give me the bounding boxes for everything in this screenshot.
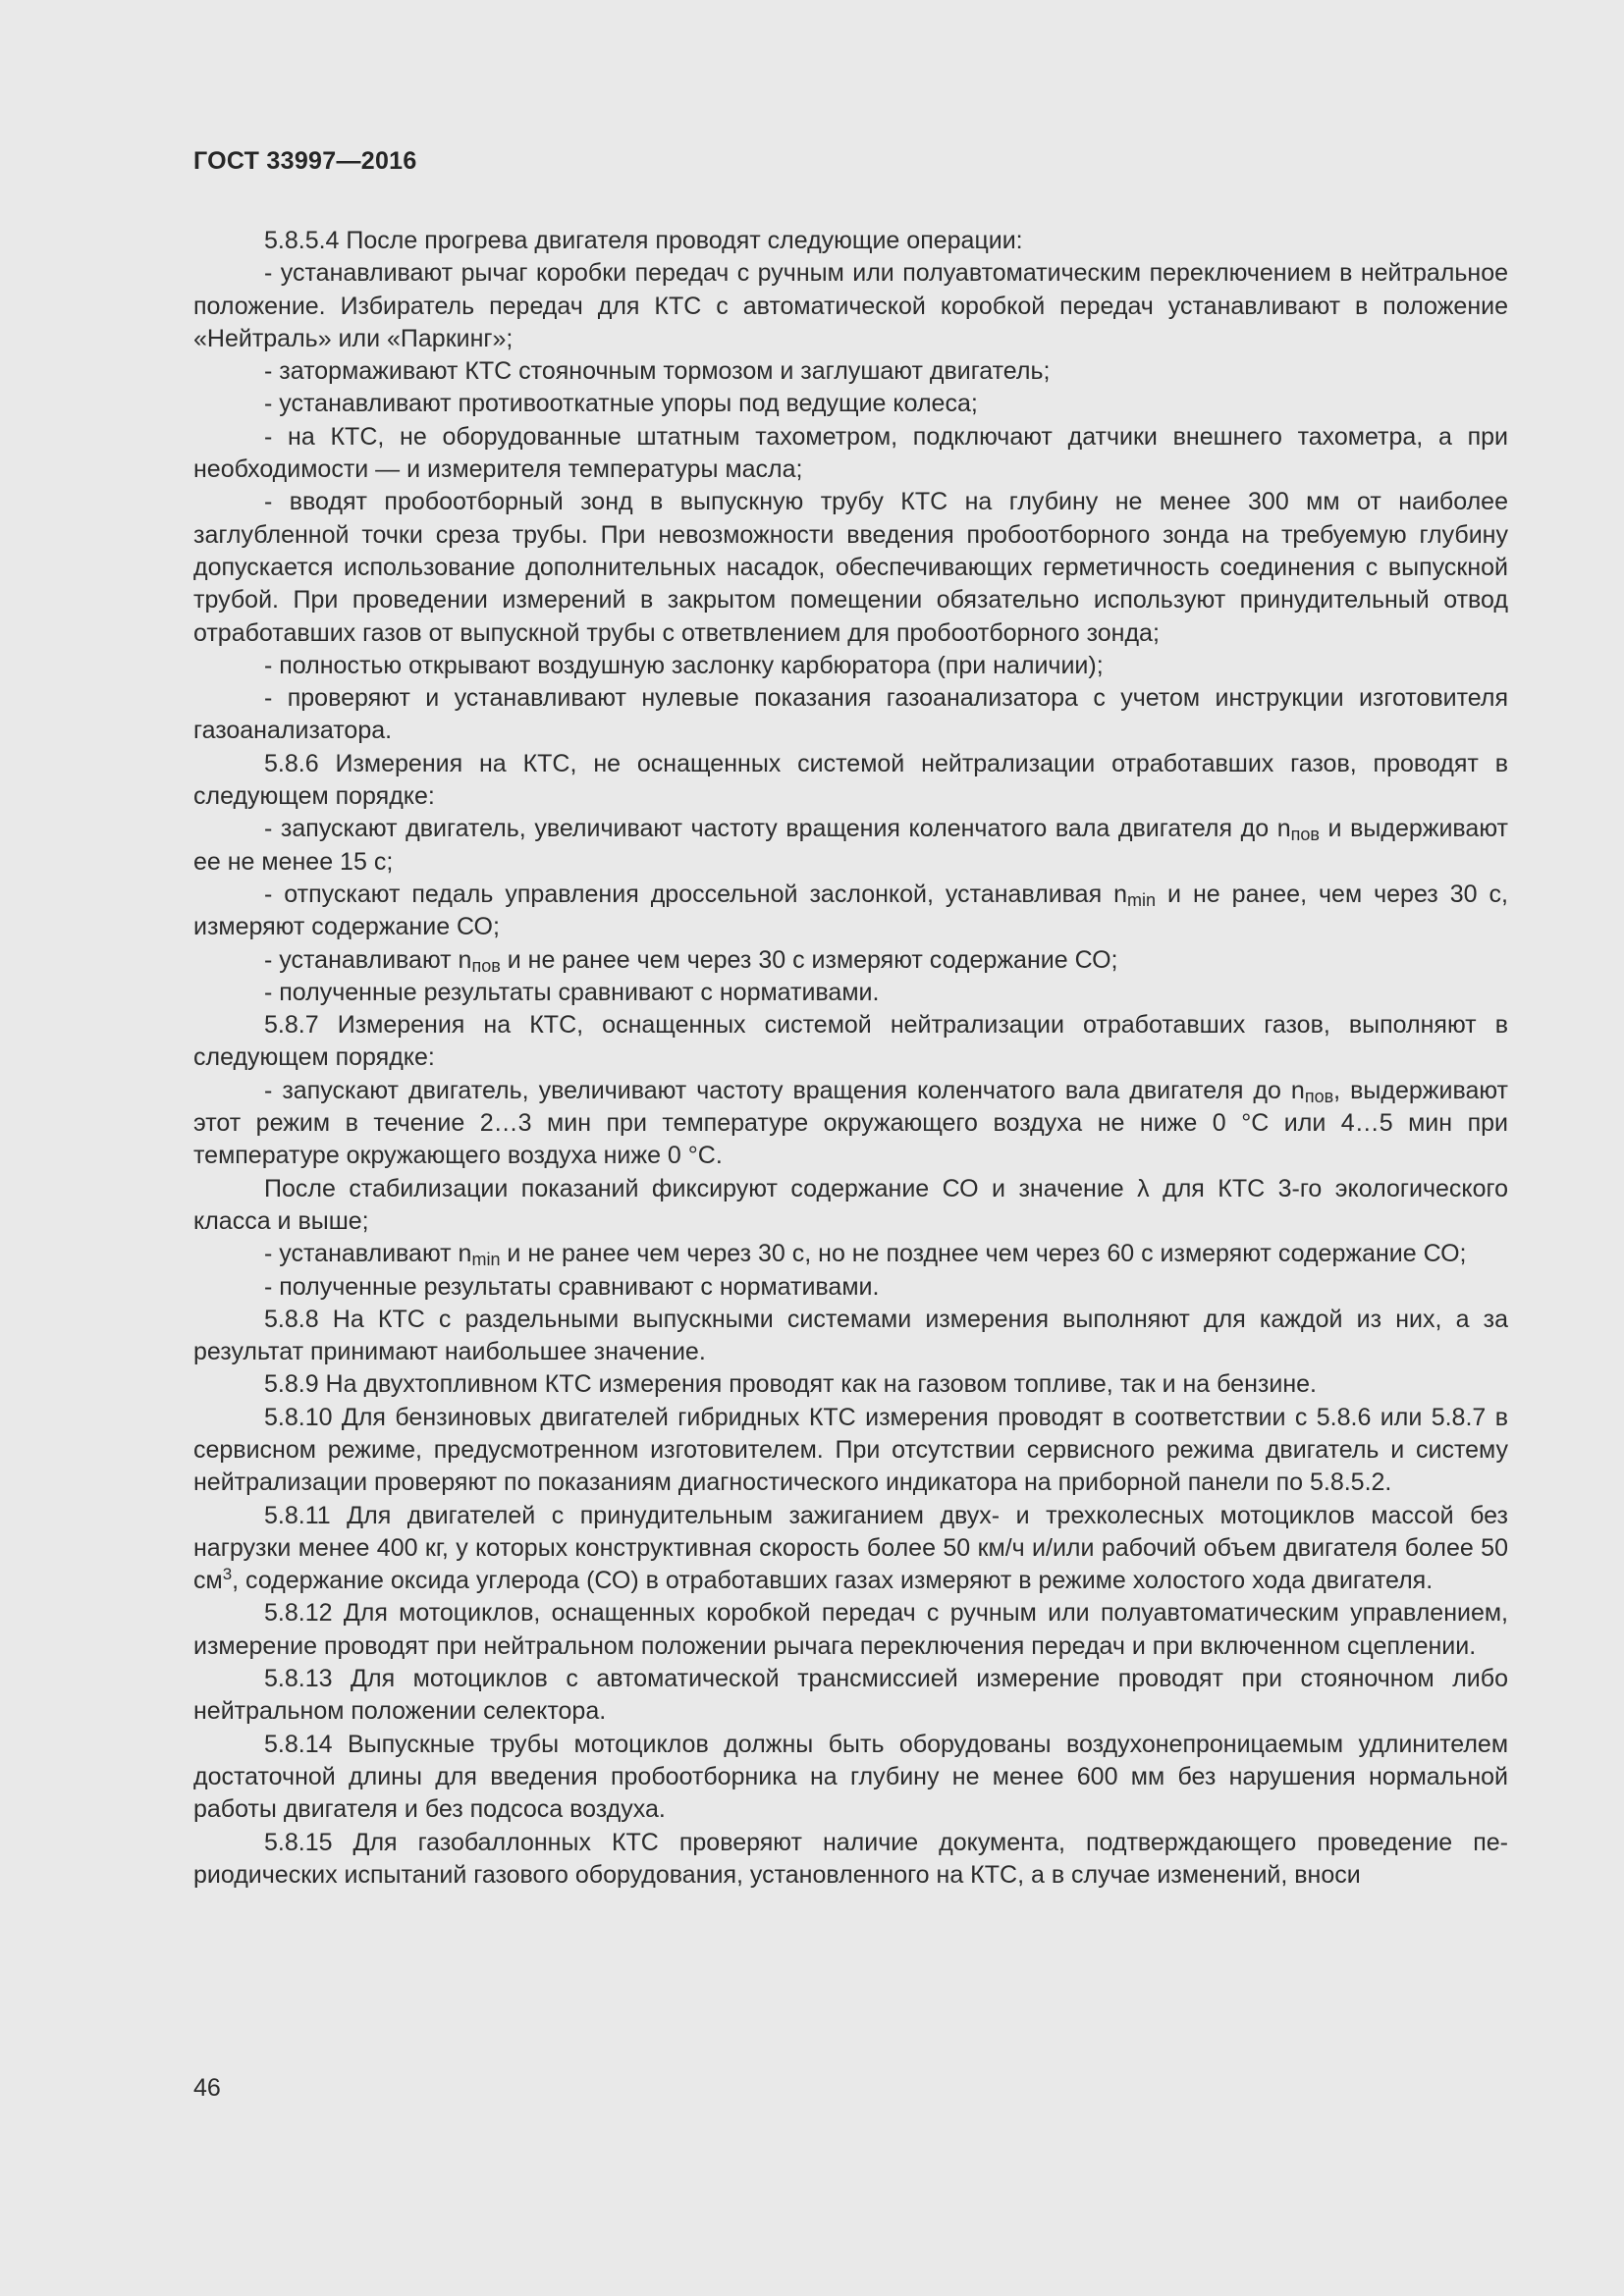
paragraph: - устанавливают $n_{min}$ и не ранее чем через 30 с, но не позднее чем через 60 с измеряют содержание СО; [264, 1240, 1467, 1270]
paragraph: - вводят пробоотборный зонд в выпускную трубу КТС на глубину не менее 300 мм от наиболее заглубленной точки среза трубы. При невозможности введения пробоотборного зонда на требуемую глубину допускается использование дополнительных насадок, обеспечивающих герметичность соединения с выпускной трубой. При проведении измерений в закрытом помещении обязательно используют принудительный отвод отработавших газов от выпускной трубы с ответвлением для пробоотборного зонда; [193, 488, 1508, 647]
paragraph: 5.8.12 Для мотоциклов, оснащенных коробкой передач с ручным или полуавтоматическим управлением, измерение проводят при нейтральном положении рычага переключения передач и при включенном сцеплении. [193, 1599, 1508, 1660]
paragraph: - устанавливают $n_{пов}$ и не ранее чем через 30 с измеряют содержание СО; [264, 945, 1118, 976]
paragraph: 5.8.14 Выпускные трубы мотоциклов должны быть оборудованы воздухонепроницаемым удлинителем достаточной длины для введения пробоотборника на глубину не менее 600 мм без нарушения нормальной работы двигателя и без подсоса воздуха. [193, 1730, 1508, 1824]
subscript: пов [471, 955, 501, 976]
paragraph: 5.8.10 Для бензиновых двигателей гибридных КТС измерения проводят в соответствии с 5.8.6 или 5.8.7 в сервисном режиме, предусмотренном изготовителем. При отсутствии сервисного режима двигатель и систему нейтрализации проверяют по показаниям диагностического индикатора на приборной панели по 5.8.5.2. [193, 1403, 1508, 1497]
subscript: min [1127, 889, 1157, 910]
paragraph: 5.8.8 На КТС с раздельными выпускными системами измерения выполняют для каждой из них, а за результат принимают наибольшее значение. [193, 1305, 1508, 1366]
paragraph: - на КТС, не оборудованные штатным тахометром, подключают датчики внешнего тахометра, а при необходимости — и измерителя температуры масла; [193, 422, 1508, 484]
paragraph: - запускают двигатель, увеличивают частоту вращения коленчатого вала двигателя до $n_{пов}$ и выдерживают ее не менее 15 с; [193, 815, 1508, 876]
paragraph: - полученные результаты сравнивают с нормативами. [264, 978, 880, 1006]
page-number: 46 [193, 2074, 221, 2102]
paragraph: - отпускают педаль управления дроссельной заслонкой, устанавливая $n_{min}$ и не ранее, чем через 30 с, измеряют содержание СО; [193, 880, 1508, 941]
paragraph: 5.8.11 Для двигателей с принудительным зажиганием двух- и трехколесных мотоциклов массой без нагрузки менее 400 кг, у которых конструктивная скорость более 50 км/ч и/или рабочий объем двигателя более 50 $см^3$, содержание оксида углерода (СО) в отработавших газах измеряют в режиме холостого хода двигателя. [193, 1501, 1508, 1595]
paragraph: После стабилизации показаний фиксируют содержание СО и значение λ для КТС 3-го экологического класса и выше; [193, 1174, 1508, 1235]
paragraph: 5.8.15 Для газобаллонных КТС проверяют наличие документа, подтверждающего проведение периодических испытаний газового оборудования, установленного на КТС, а в случае изменений, вноси [193, 1828, 1508, 1889]
paragraph: 5.8.9 На двухтопливном КТС измерения проводят как на газовом топливе, так и на бензине. [264, 1370, 1317, 1399]
paragraph: 5.8.6 Измерения на КТС, не оснащенных системой нейтрализации отработавших газов, проводят в следующем порядке: [193, 749, 1508, 811]
superscript: 3 [222, 1565, 233, 1584]
paragraph: - устанавливают рычаг коробки передач с ручным или полуавтоматическим переключением в нейтральное положение. Избиратель передач для КТС с автоматической коробкой передач устанавливают в положение «Нейтраль» или «Паркинг»; [193, 259, 1508, 352]
paragraph: 5.8.7 Измерения на КТС, оснащенных системой нейтрализации отработавших газов, выполняют в следующем порядке: [193, 1011, 1508, 1072]
paragraph: 5.8.13 Для мотоциклов с автоматической трансмиссией измерение проводят при стояночном либо нейтральном положении селектора. [193, 1665, 1508, 1726]
paragraph: - полученные результаты сравнивают с нормативами. [264, 1272, 880, 1301]
subscript: пов [1304, 1086, 1334, 1106]
document-header: ГОСТ 33997—2016 [193, 147, 417, 175]
paragraph: - устанавливают противооткатные упоры под ведущие колеса; [264, 390, 978, 418]
document-body [193, 225, 1508, 1892]
paragraph: - запускают двигатель, увеличивают частоту вращения коленчатого вала двигателя до $n_{пов}$, выдерживают этот режим в течение 2…3 мин при температуре окружающего воздуха не ниже 0 °С или 4…5 мин при температуре окружающего воздуха ниже 0 °С. [193, 1076, 1509, 1170]
paragraph: 5.8.5.4 После прогрева двигателя проводят следующие операции: [264, 227, 1023, 254]
subscript: пов [1290, 825, 1320, 845]
paragraph: - полностью открывают воздушную заслонку карбюратора (при наличии); [264, 651, 1104, 679]
paragraph: - проверяют и устанавливают нулевые показания газоанализатора с учетом инструкции изготовителя газоанализатора. [193, 684, 1508, 745]
paragraph: - затормаживают КТС стояночным тормозом и заглушают двигатель; [264, 357, 1051, 386]
subscript: min [471, 1250, 501, 1270]
